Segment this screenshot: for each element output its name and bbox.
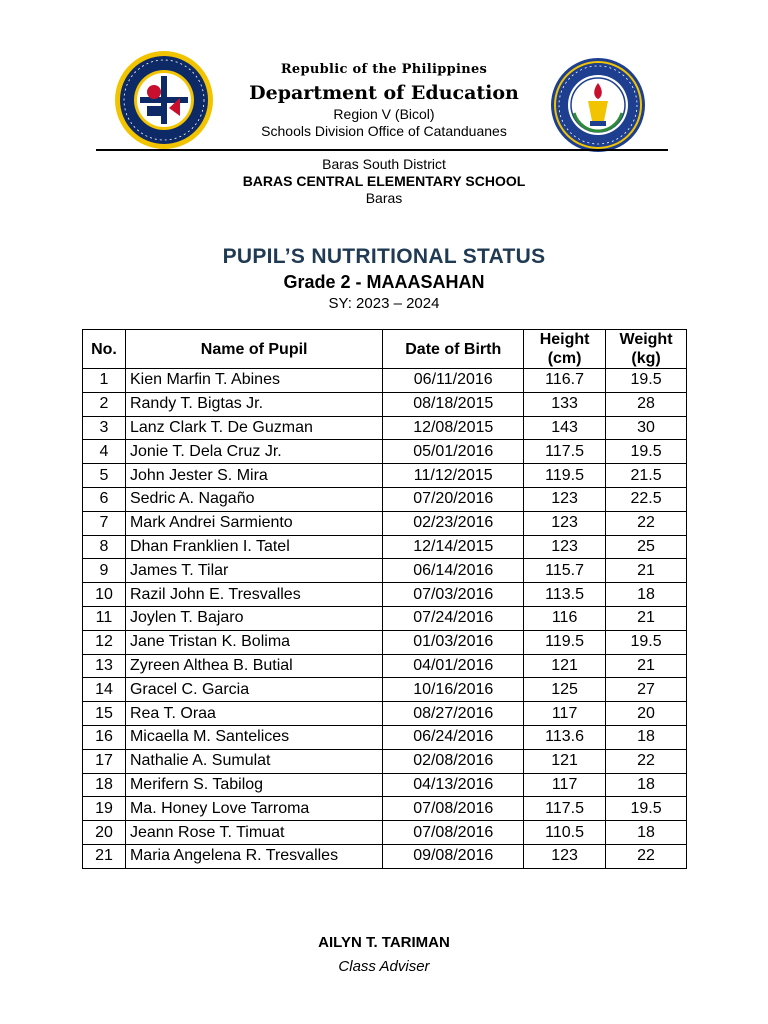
table-row: [83, 606, 687, 630]
cell-name: Jeann Rose T. Timuat: [125, 821, 382, 845]
table-row: [83, 773, 687, 797]
cell-weight: 21: [606, 654, 687, 678]
cell-name: Mark Andrei Sarmiento: [125, 511, 382, 535]
cell-weight: 22: [606, 844, 687, 868]
cell-height: 123: [524, 487, 606, 511]
cell-weight: 21: [606, 606, 687, 630]
table-row: [83, 416, 687, 440]
cell-name: Maria Angelena R. Tresvalles: [125, 844, 382, 868]
cell-height: 123: [524, 844, 606, 868]
cell-dob: 08/27/2016: [383, 702, 524, 726]
pupil-table: [82, 329, 687, 869]
cell-height: 121: [524, 654, 606, 678]
table-row: [83, 511, 687, 535]
adviser-name: AILYN T. TARIMAN: [318, 934, 450, 951]
cell-name: Ma. Honey Love Tarroma: [125, 797, 382, 821]
table-row: [83, 392, 687, 416]
cell-dob: 01/03/2016: [383, 630, 524, 654]
cell-name: John Jester S. Mira: [125, 464, 382, 488]
cell-dob: 08/18/2015: [383, 392, 524, 416]
cell-no: 7: [83, 511, 126, 535]
cell-dob: 07/20/2016: [383, 487, 524, 511]
column-header-name: Name of Pupil: [125, 330, 382, 369]
cell-weight: 21: [606, 559, 687, 583]
cell-weight: 18: [606, 583, 687, 607]
cell-weight: 19.5: [606, 630, 687, 654]
cell-height: 113.6: [524, 725, 606, 749]
department-line: Department of Education: [249, 82, 519, 104]
cell-dob: 07/08/2016: [383, 821, 524, 845]
cell-height: 117.5: [524, 797, 606, 821]
table-row: [83, 702, 687, 726]
cell-no: 12: [83, 630, 126, 654]
cell-no: 16: [83, 725, 126, 749]
cell-weight: 22.5: [606, 487, 687, 511]
cell-dob: 09/08/2016: [383, 844, 524, 868]
cell-dob: 02/23/2016: [383, 511, 524, 535]
table-row: [83, 464, 687, 488]
cell-dob: 11/12/2015: [383, 464, 524, 488]
cell-dob: 10/16/2016: [383, 678, 524, 702]
cell-height: 117: [524, 702, 606, 726]
region-line: Region V (Bicol): [333, 106, 435, 122]
cell-no: 15: [83, 702, 126, 726]
table-row: [83, 844, 687, 868]
cell-weight: 30: [606, 416, 687, 440]
letterhead-divider: [96, 149, 668, 151]
cell-no: 9: [83, 559, 126, 583]
cell-name: Razil John E. Tresvalles: [125, 583, 382, 607]
cell-weight: 18: [606, 725, 687, 749]
cell-no: 17: [83, 749, 126, 773]
cell-height: 143: [524, 416, 606, 440]
cell-weight: 19.5: [606, 440, 687, 464]
cell-no: 19: [83, 797, 126, 821]
table-row: [83, 797, 687, 821]
cell-name: Kien Marfin T. Abines: [125, 369, 382, 393]
grade-section: Grade 2 - MAAASAHAN: [283, 272, 485, 292]
cell-no: 8: [83, 535, 126, 559]
cell-height: 133: [524, 392, 606, 416]
table-row: [83, 487, 687, 511]
cell-name: Zyreen Althea B. Butial: [125, 654, 382, 678]
cell-name: Gracel C. Garcia: [125, 678, 382, 702]
table-row: [83, 559, 687, 583]
republic-line: Republic of the Philippines: [280, 62, 488, 77]
cell-no: 2: [83, 392, 126, 416]
cell-height: 123: [524, 511, 606, 535]
cell-no: 10: [83, 583, 126, 607]
cell-no: 4: [83, 440, 126, 464]
cell-no: 14: [83, 678, 126, 702]
cell-dob: 06/14/2016: [383, 559, 524, 583]
column-header-no: No.: [83, 330, 126, 369]
document-heading: [0, 243, 768, 313]
table-row: [83, 749, 687, 773]
cell-height: 115.7: [524, 559, 606, 583]
cell-name: Merifern S. Tabilog: [125, 773, 382, 797]
cell-name: Nathalie A. Sumulat: [125, 749, 382, 773]
cell-no: 20: [83, 821, 126, 845]
cell-weight: 27: [606, 678, 687, 702]
cell-weight: 22: [606, 511, 687, 535]
cell-height: 123: [524, 535, 606, 559]
cell-no: 6: [83, 487, 126, 511]
cell-no: 5: [83, 464, 126, 488]
cell-name: James T. Tilar: [125, 559, 382, 583]
cell-name: Jonie T. Dela Cruz Jr.: [125, 440, 382, 464]
cell-height: 116.7: [524, 369, 606, 393]
cell-weight: 28: [606, 392, 687, 416]
cell-name: Joylen T. Bajaro: [125, 606, 382, 630]
table-row: [83, 821, 687, 845]
cell-dob: 05/01/2016: [383, 440, 524, 464]
column-header-weight: Weight (kg): [606, 330, 687, 369]
cell-no: 13: [83, 654, 126, 678]
cell-weight: 19.5: [606, 797, 687, 821]
cell-weight: 25: [606, 535, 687, 559]
document-title: PUPIL’S NUTRITIONAL STATUS: [222, 245, 546, 268]
cell-no: 18: [83, 773, 126, 797]
cell-name: Dhan Franklien I. Tatel: [125, 535, 382, 559]
cell-height: 119.5: [524, 630, 606, 654]
cell-weight: 18: [606, 821, 687, 845]
cell-dob: 06/24/2016: [383, 725, 524, 749]
cell-name: Micaella M. Santelices: [125, 725, 382, 749]
cell-no: 11: [83, 606, 126, 630]
cell-no: 3: [83, 416, 126, 440]
cell-dob: 06/11/2016: [383, 369, 524, 393]
division-office-line: Schools Division Office of Catanduanes: [261, 123, 507, 139]
cell-name: Lanz Clark T. De Guzman: [125, 416, 382, 440]
cell-weight: 20: [606, 702, 687, 726]
school-name: BARAS CENTRAL ELEMENTARY SCHOOL: [242, 173, 526, 189]
table-row: [83, 535, 687, 559]
district-line: Baras South District: [322, 156, 446, 172]
adviser-role: Class Adviser: [338, 958, 430, 975]
cell-weight: 22: [606, 749, 687, 773]
table-row: [83, 725, 687, 749]
school-year: SY: 2023 – 2024: [328, 295, 440, 312]
letterhead: [0, 60, 768, 140]
cell-weight: 18: [606, 773, 687, 797]
cell-weight: 21.5: [606, 464, 687, 488]
cell-dob: 04/01/2016: [383, 654, 524, 678]
table-row: [83, 369, 687, 393]
cell-weight: 19.5: [606, 369, 687, 393]
cell-dob: 07/08/2016: [383, 797, 524, 821]
table-row: [83, 654, 687, 678]
cell-height: 125: [524, 678, 606, 702]
cell-name: Jane Tristan K. Bolima: [125, 630, 382, 654]
table-row: [83, 630, 687, 654]
cell-no: 1: [83, 369, 126, 393]
cell-height: 117: [524, 773, 606, 797]
column-header-dob: Date of Birth: [383, 330, 524, 369]
cell-height: 116: [524, 606, 606, 630]
cell-dob: 04/13/2016: [383, 773, 524, 797]
table-row: [83, 440, 687, 464]
cell-dob: 12/08/2015: [383, 416, 524, 440]
cell-name: Sedric A. Nagaño: [125, 487, 382, 511]
signature-block: [0, 933, 768, 977]
column-header-height: Height (cm): [524, 330, 606, 369]
cell-height: 110.5: [524, 821, 606, 845]
school-info: [0, 156, 768, 207]
cell-no: 21: [83, 844, 126, 868]
table-body: [83, 369, 687, 869]
table-header-row: [83, 330, 687, 369]
table-row: [83, 583, 687, 607]
cell-dob: 12/14/2015: [383, 535, 524, 559]
cell-height: 113.5: [524, 583, 606, 607]
cell-dob: 07/03/2016: [383, 583, 524, 607]
cell-height: 119.5: [524, 464, 606, 488]
cell-height: 121: [524, 749, 606, 773]
town-line: Baras: [365, 190, 403, 206]
cell-name: Rea T. Oraa: [125, 702, 382, 726]
cell-dob: 02/08/2016: [383, 749, 524, 773]
cell-dob: 07/24/2016: [383, 606, 524, 630]
cell-height: 117.5: [524, 440, 606, 464]
table-row: [83, 678, 687, 702]
cell-name: Randy T. Bigtas Jr.: [125, 392, 382, 416]
